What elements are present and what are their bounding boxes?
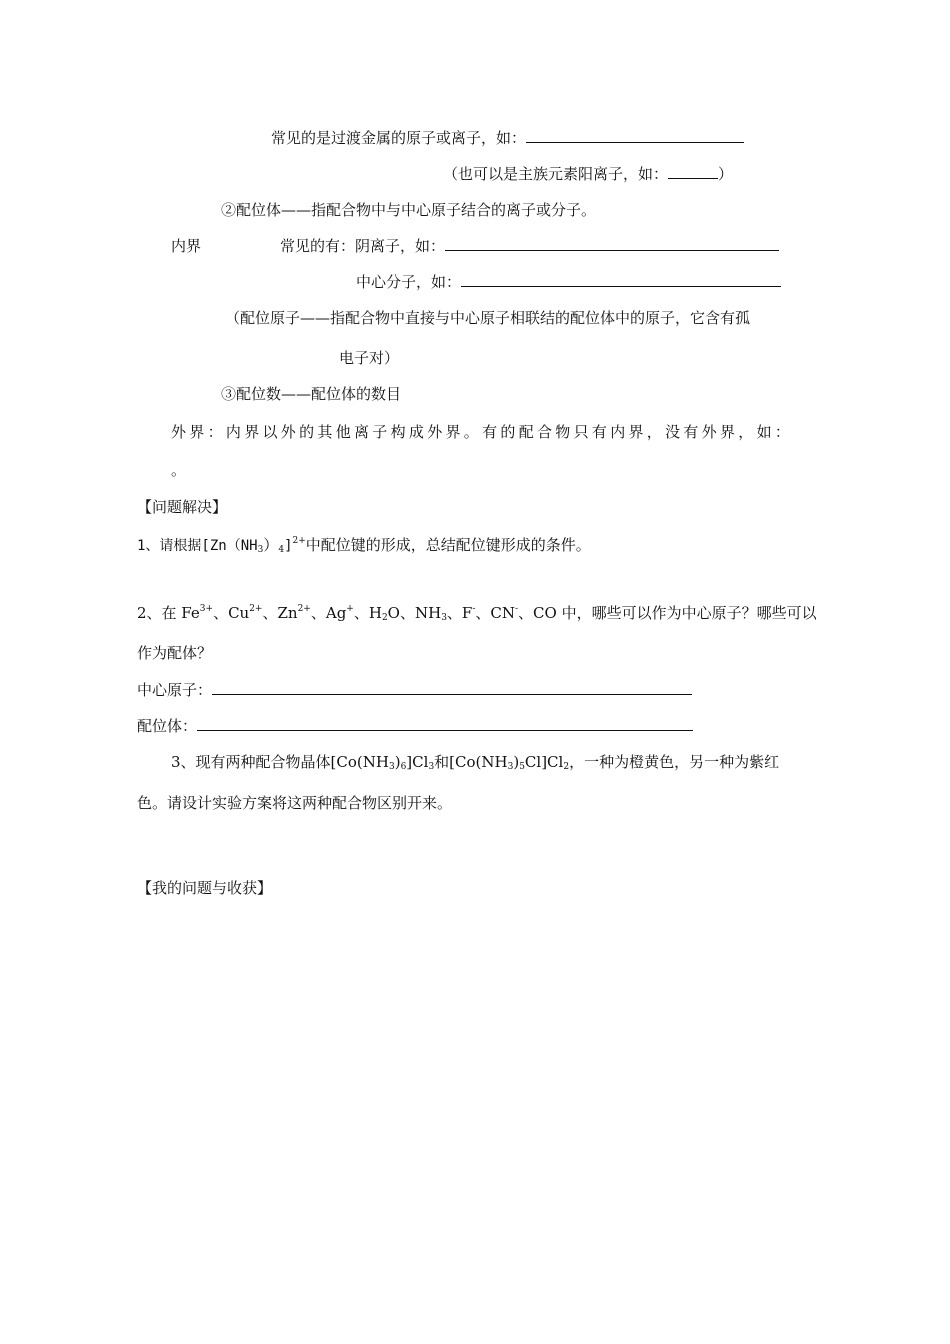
coordinating-atom-line2: 电子对）	[339, 349, 400, 367]
problem-solving-heading: 【问题解决】	[137, 498, 228, 516]
answer-blank[interactable]	[445, 236, 779, 251]
ligand-molecule-line: 中心分子，如：	[356, 272, 781, 292]
question-2-line1: 2、在 $Fe^{3+}$、$Cu^{2+}$、$Zn^{2+}$、Ag+、$H_2O$、$NH_3$、F-、CN-、CO 中，哪些可以作为中心原子？哪些可以	[137, 604, 817, 623]
outer-sphere-line2: 。	[171, 461, 187, 479]
question-3-line2: 色。请设计实验方案将这两种配合物区别开来。	[137, 794, 453, 812]
question-3-line1: 3、现有两种配合物晶体$[Co(NH_3)_6]Cl_3$和$[Co(NH_3)_5Cl]Cl_2$，一种为橙黄色，另一种为紫红	[171, 753, 780, 772]
coordinating-atom-line1: （配位原子——指配合物中直接与中心原子相联结的配位体中的原子，它含有孤	[225, 309, 751, 327]
center-atom-main-group-line: （也可以是主族元素阳离子，如： ）	[443, 165, 734, 183]
question-1: 1、请根据$[Zn(NH_3)_4]^{2+}$中配位键的形成，总结配位键形成的条件。	[137, 536, 591, 555]
ligand-definition: ②配位体——指配合物中与中心原子结合的离子或分子。	[221, 201, 597, 219]
ligand-answer-field[interactable]	[197, 716, 693, 731]
answer-blank[interactable]	[668, 164, 718, 179]
harvest-heading: 【我的问题与收获】	[137, 879, 273, 897]
answer-blank[interactable]	[461, 272, 781, 287]
center-atom-answer-field[interactable]	[212, 680, 692, 695]
ligand-answer-line: 配位体：	[137, 716, 693, 736]
center-atom-common-line: 常见的是过渡金属的原子或离子，如：	[271, 128, 744, 148]
coordination-number: ③配位数——配位体的数目	[221, 385, 402, 403]
ligand-anion-line: 常见的有：阴离子，如：	[280, 236, 779, 256]
center-atom-answer-line: 中心原子：	[137, 680, 692, 700]
inner-sphere-label: 内界	[171, 237, 202, 255]
outer-sphere-line1: 外界：内界以外的其他离子构成外界。有的配合物只有内界，没有外界，如：	[171, 423, 794, 441]
answer-blank[interactable]	[526, 128, 744, 143]
question-2-line2: 作为配体？	[137, 644, 213, 662]
